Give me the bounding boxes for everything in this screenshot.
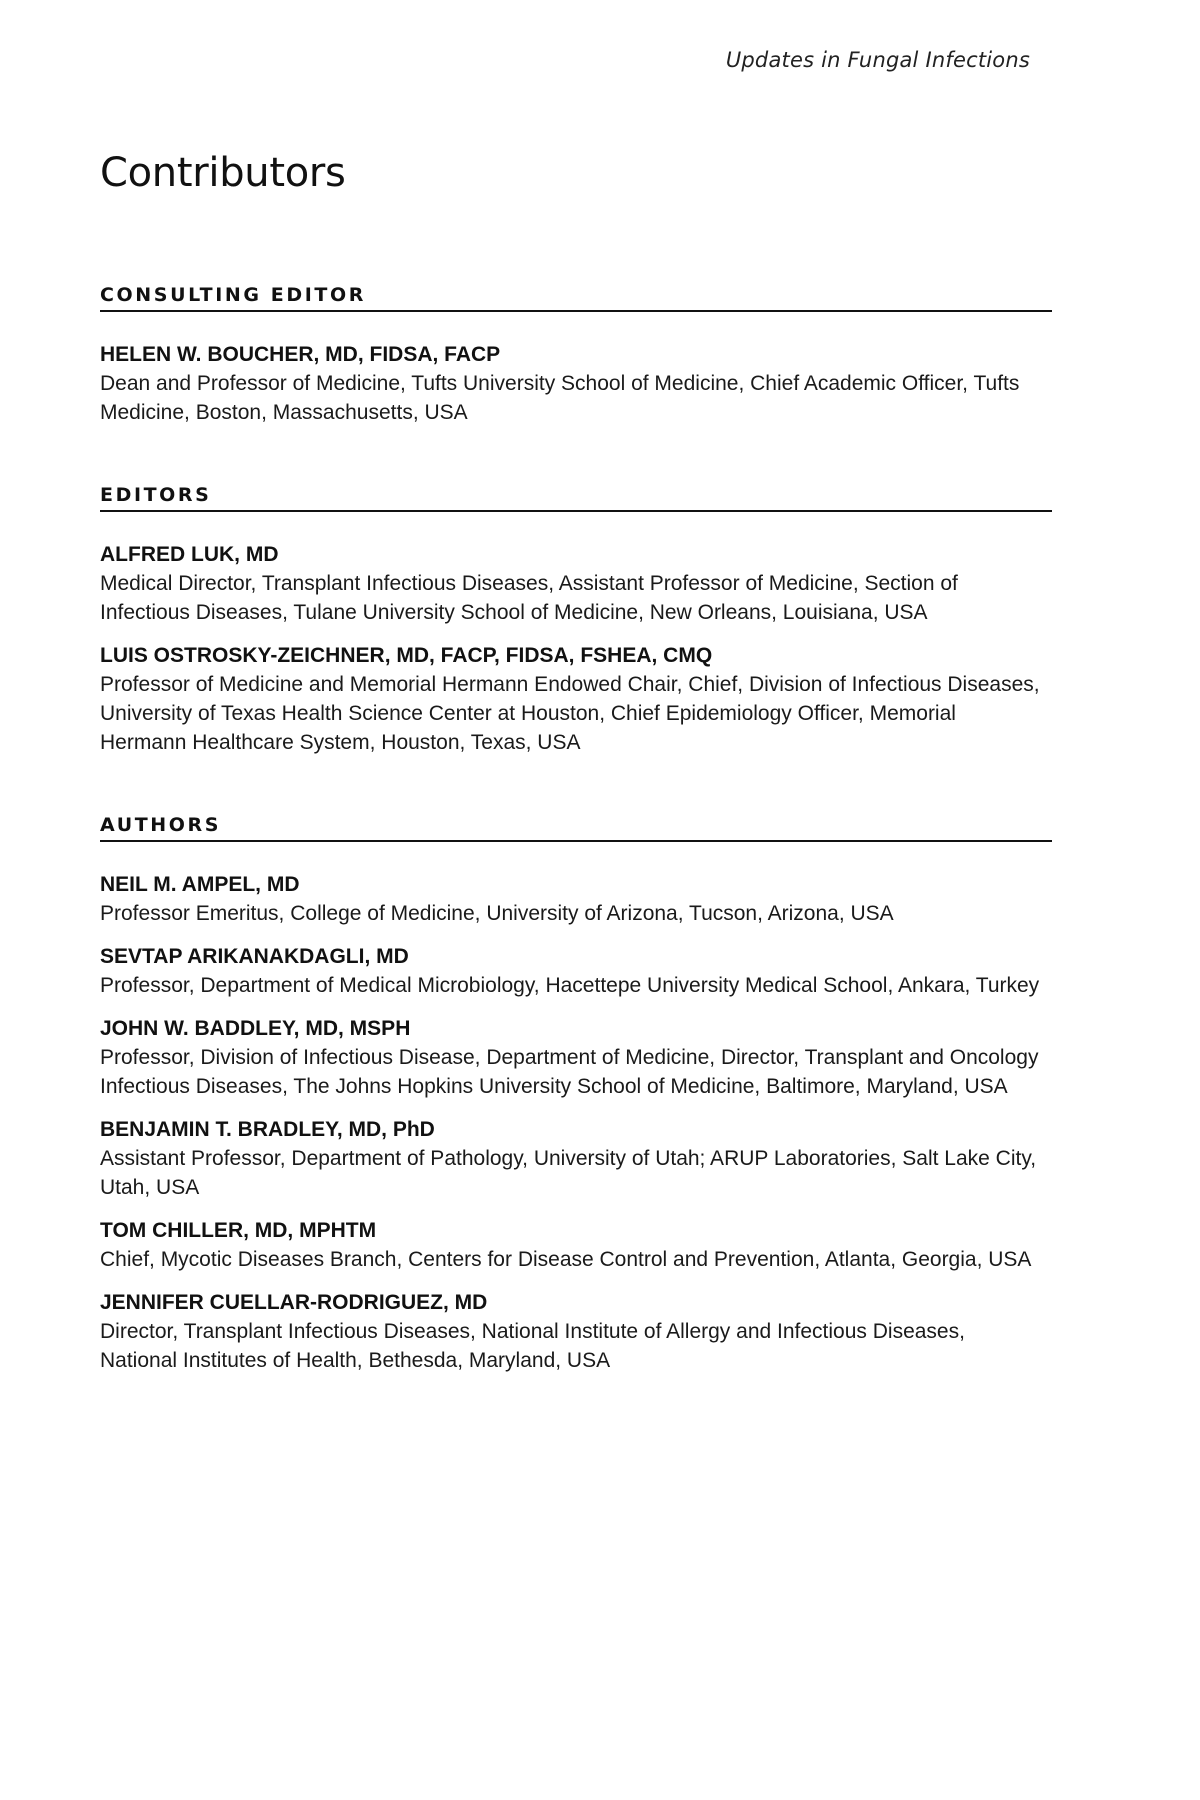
contributor-entry [100, 1217, 1052, 1274]
contributor-affiliation: Director, Transplant Infectious Diseases, National Institute of Allergy and Infectious Diseases, National Institutes of Health, Bethesda, Maryland, USA [100, 1320, 965, 1372]
contributor-affiliation: Professor Emeritus, College of Medicine, University of Arizona, Tucson, Arizona, USA [100, 902, 894, 925]
contributor-affiliation: Professor, Division of Infectious Disease, Department of Medicine, Director, Transplant and Oncology Infectious Diseases, The Johns Hopkins University School of Medicine, Baltimore, Maryland, USA [100, 1046, 1039, 1098]
contributor-name: BENJAMIN T. BRADLEY, MD, PhD [100, 1118, 435, 1141]
contributor-affiliation: Professor of Medicine and Memorial Hermann Endowed Chair, Chief, Division of Infectious Diseases, University of Texas Health Science Center at Houston, Chief Epidemiology Officer, Memorial Hermann Healthcare System, Houston, Texas, USA [100, 673, 1040, 754]
contributor-entry [100, 871, 1052, 928]
page-title: Contributors [100, 150, 346, 196]
contributor-entry [100, 541, 1052, 627]
entry-list [100, 341, 1052, 427]
contributor-affiliation: Professor, Department of Medical Microbiology, Hacettepe University Medical School, Ankara, Turkey [100, 974, 1040, 997]
contributor-affiliation: Medical Director, Transplant Infectious Diseases, Assistant Professor of Medicine, Section of Infectious Diseases, Tulane University School of Medicine, New Orleans, Louisiana, USA [100, 572, 958, 624]
contributor-name: LUIS OSTROSKY-ZEICHNER, MD, FACP, FIDSA, FSHEA, CMQ [100, 644, 713, 667]
contributor-affiliation: Dean and Professor of Medicine, Tufts University School of Medicine, Chief Academic Officer, Tufts Medicine, Boston, Massachusetts, USA [100, 372, 1020, 424]
contributor-entry [100, 341, 1052, 427]
contributor-affiliation: Chief, Mycotic Diseases Branch, Centers for Disease Control and Prevention, Atlanta, Georgia, USA [100, 1248, 1032, 1271]
contributor-entry [100, 1289, 1052, 1375]
section-heading: EDITORS [100, 483, 1052, 512]
section-consulting-editor [100, 283, 1052, 427]
contributor-affiliation: Assistant Professor, Department of Pathology, University of Utah; ARUP Laboratories, Salt Lake City, Utah, USA [100, 1147, 1037, 1199]
section-heading: CONSULTING EDITOR [100, 283, 1052, 312]
entry-list [100, 541, 1052, 757]
entry-list [100, 871, 1052, 1375]
section-authors [100, 813, 1052, 1375]
contributor-name: TOM CHILLER, MD, MPHTM [100, 1219, 377, 1242]
running-head: Updates in Fungal Infections [725, 48, 1030, 72]
contributor-entry [100, 1015, 1052, 1101]
section-heading: AUTHORS [100, 813, 1052, 842]
contributor-name: JENNIFER CUELLAR-RODRIGUEZ, MD [100, 1291, 488, 1314]
contributor-name: JOHN W. BADDLEY, MD, MSPH [100, 1017, 411, 1040]
contributor-name: ALFRED LUK, MD [100, 543, 279, 566]
contributor-name: NEIL M. AMPEL, MD [100, 873, 300, 896]
contributors-list [100, 283, 1052, 1375]
section-editors [100, 483, 1052, 757]
contributor-name: SEVTAP ARIKANAKDAGLI, MD [100, 945, 409, 968]
contributor-entry [100, 1116, 1052, 1202]
contributor-entry [100, 943, 1052, 1000]
contributor-entry [100, 642, 1052, 757]
contributor-name: HELEN W. BOUCHER, MD, FIDSA, FACP [100, 343, 501, 366]
